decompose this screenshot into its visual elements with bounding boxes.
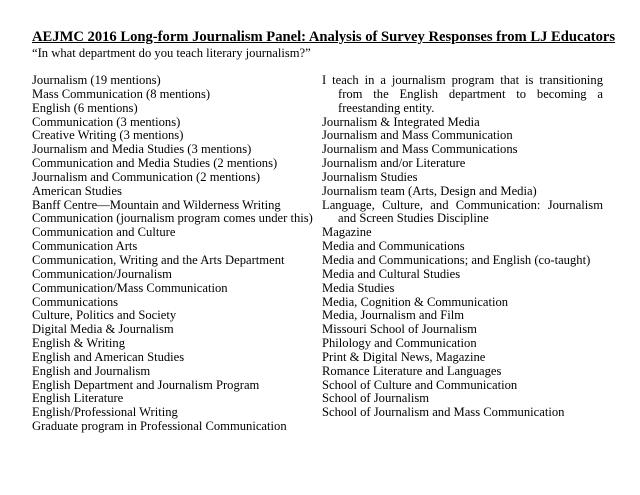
responses-left-column	[32, 74, 317, 434]
response-item: Missouri School of Journalism	[322, 322, 477, 337]
survey-question: “In what department do you teach literary journalism?”	[32, 46, 311, 60]
response-item: Media Studies	[322, 280, 395, 295]
response-item: Communication Arts	[32, 239, 138, 254]
response-item: Journalism (19 mentions)	[32, 73, 161, 87]
response-item: Media and Cultural Studies	[322, 266, 461, 281]
response-item: Mass Communication (8 mentions)	[32, 86, 211, 101]
response-item: English (6 mentions)	[32, 100, 138, 115]
response-item: English and American Studies	[32, 349, 185, 364]
response-item: Communication (3 mentions)	[32, 114, 181, 129]
response-item: Romance Literature and Languages	[322, 363, 502, 378]
response-item: American Studies	[32, 183, 122, 198]
response-item: Communication, Writing and the Arts Department	[32, 252, 285, 267]
response-item: Graduate program in Professional Communication	[32, 419, 287, 434]
response-item: I teach in a journalism program that is transitioning from the English department to becoming a freestanding entity.	[322, 73, 603, 115]
response-item: Journalism team (Arts, Design and Media)	[322, 183, 537, 198]
document-page	[32, 28, 616, 434]
response-item: Journalism and Mass Communications	[322, 142, 518, 157]
document-title: AEJMC 2016 Long-form Journalism Panel: Analysis of Survey Responses from LJ Educators	[32, 29, 616, 45]
response-item: Communications	[32, 294, 119, 309]
response-item: Communication and Culture	[32, 225, 176, 240]
response-item: Journalism and/or Literature	[322, 156, 466, 171]
response-item: Creative Writing (3 mentions)	[32, 128, 184, 143]
response-item: Media, Journalism and Film	[322, 308, 465, 323]
response-item: English/Professional Writing	[32, 405, 178, 420]
response-item: English & Writing	[32, 336, 126, 351]
response-item: Media and Communications	[322, 239, 465, 254]
response-item: Culture, Politics and Society	[32, 308, 177, 323]
response-item: Media, Cognition & Communication	[322, 294, 509, 309]
response-item: Journalism and Mass Communication	[322, 128, 513, 143]
response-item: Journalism Studies	[322, 169, 418, 184]
response-item: School of Journalism	[322, 391, 430, 406]
response-item: Communication (journalism program comes under this)	[32, 211, 313, 226]
response-item: Journalism & Integrated Media	[322, 114, 480, 129]
response-item: Language, Culture, and Communication: Journalism and Screen Studies Discipline	[322, 197, 603, 226]
response-item: School of Culture and Communication	[322, 377, 518, 392]
response-item: Communication and Media Studies (2 mentions)	[32, 156, 278, 171]
response-item: Banff Centre—Mountain and Wilderness Writing	[32, 197, 281, 212]
response-item: Journalism and Media Studies (3 mentions)	[32, 142, 252, 157]
response-item: English Department and Journalism Program	[32, 377, 260, 392]
response-item: English Literature	[32, 391, 124, 406]
responses-right-column	[322, 74, 603, 420]
response-item: Communication/Journalism	[32, 266, 172, 281]
response-item: Media and Communications; and English (co-taught)	[322, 252, 591, 267]
response-item: Journalism and Communication (2 mentions)	[32, 169, 261, 184]
response-item: Philology and Communication	[322, 336, 477, 351]
response-item: Digital Media & Journalism	[32, 322, 174, 337]
response-item: Print & Digital News, Magazine	[322, 349, 486, 364]
response-item: Magazine	[322, 225, 372, 240]
response-item: Communication/Mass Communication	[32, 280, 228, 295]
response-item: English and Journalism	[32, 363, 151, 378]
response-item: School of Journalism and Mass Communication	[322, 405, 565, 420]
